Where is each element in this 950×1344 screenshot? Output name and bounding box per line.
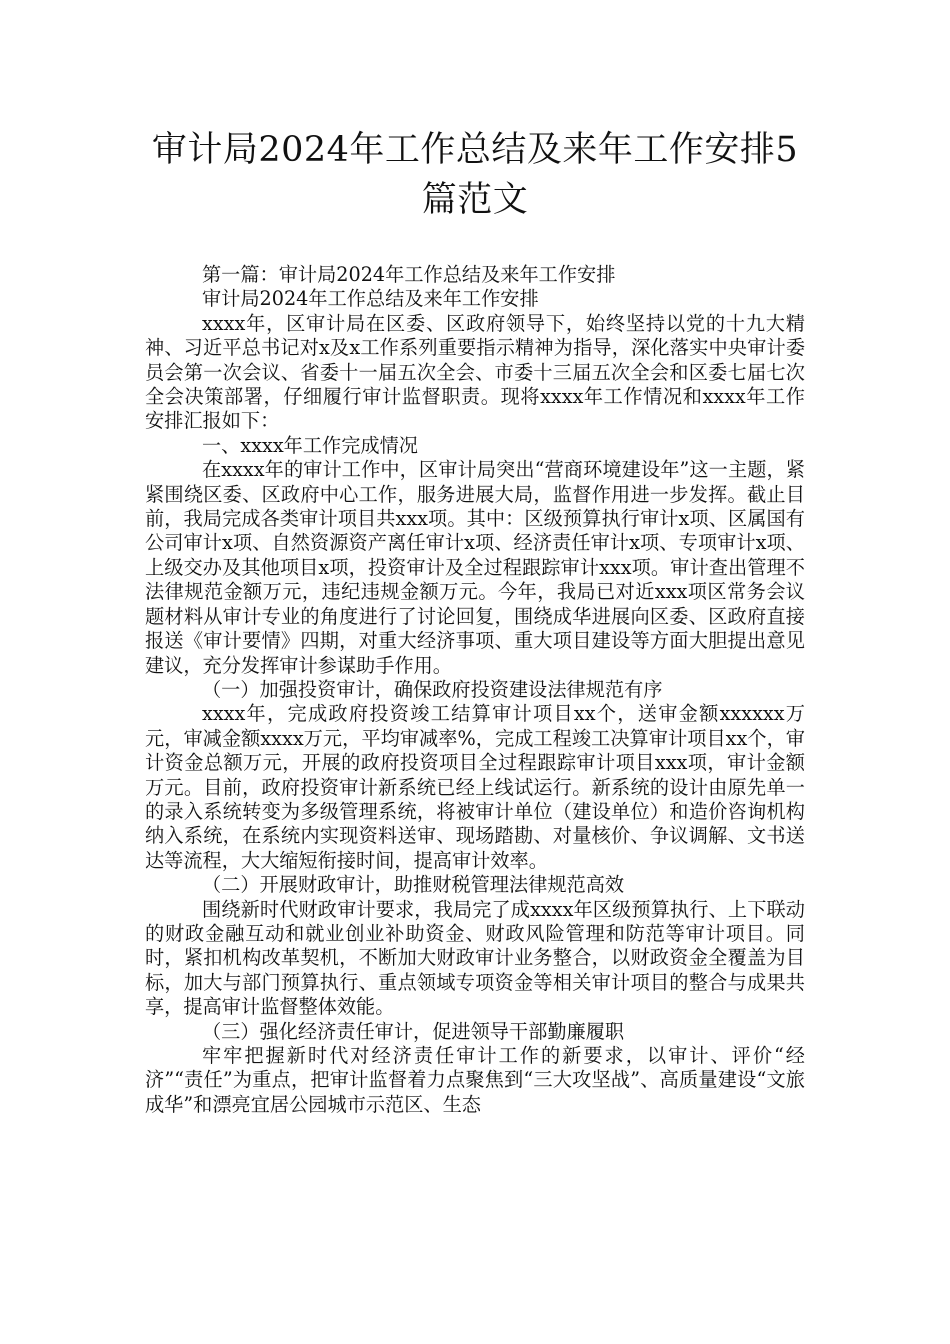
- document-page: [145, 125, 805, 1117]
- paragraph-fiscal-audit: 围绕新时代财政审计要求，我局完了成xxxx年区级预算执行、上下联动的财政金融互动和就业创业补助资金、财政风险管理和防范等审计项目。同时，紧扣机构改革契机，不断加大财政审计业务整合，以财政资金全覆盖为目标，加大与部门预算执行、重点领域专项资金等相关审计项目的整合与成果共享，提高审计监督整体效能。: [145, 897, 805, 1019]
- paragraph-responsibility-audit: 牢牢把握新时代对经济责任审计工作的新要求，以审计、评价“经济”“责任”为重点，把审计监督着力点聚焦到“三大攻坚战”、高质量建设“文旅成华”和漂亮宜居公园城市示范区、生态: [145, 1044, 805, 1116]
- paragraph-investment-audit: xxxx年，完成政府投资竣工结算审计项目xx个，送审金额xxxxxx万元，审减金额xxxx万元，平均审减率%，完成工程竣工决算审计项目xx个，审计资金总额万元，开展的政府投资项目全过程跟踪审计项目xxx项，审计金额万元。目前，政府投资审计新系统已经上线试运行。新系统的设计由原先单一的录入系统转变为多级管理系统，将被审计单位（建设单位）和造价咨询机构纳入系统，在系统内实现资料送审、现场踏勘、对量核价、争议调解、文书送达等流程，大大缩短衔接时间，提高审计效率。: [145, 702, 805, 872]
- subheading-investment-audit: （一）加强投资审计，确保政府投资建设法律规范有序: [202, 677, 663, 701]
- paragraph-overview: 在xxxx年的审计工作中，区审计局突出“营商环境建设年”这一主题，紧紧围绕区委、区政府中心工作，服务进展大局，监督作用进一步发挥。截止目前，我局完成各类审计项目共xxx项。其中：区级预算执行审计x项、区属国有公司审计x项、自然资源资产离任审计x项、经济责任审计x项、专项审计x项、上级交办及其他项目x项，投资审计及全过程跟踪审计xxx项。审计查出管理不法律规范金额万元，违纪违规金额万元。今年，我局已对近xxx项区常务会议题材料从审计专业的角度进行了讨论回复，围绕成华进展向区委、区政府直接报送《审计要情》四期，对重大经济事项、重大项目建设等方面大胆提出意见建议，充分发挥审计参谋助手作用。: [145, 458, 805, 677]
- subheading-fiscal-audit: （二）开展财政审计，助推财税管理法律规范高效: [202, 873, 625, 897]
- intro-paragraph: xxxx年，区审计局在区委、区政府领导下，始终坚持以党的十九大精神、习近平总书记对x及x工作系列重要指示精神为指导，深化落实中央审计委员会第一次会议、省委十一届五次全会、市委十三届五次全会和区委七届七次全会决策部署，仔细履行审计监督职责。现将xxxx年工作情况和xxxx年工作安排汇报如下：: [145, 311, 805, 433]
- title-line-1: 审计局2024年工作总结及来年工作安排5: [151, 130, 799, 170]
- heading-work-completion: 一、xxxx年工作完成情况: [202, 433, 418, 457]
- document-body: [145, 263, 805, 1117]
- title-line-2: 篇范文: [421, 180, 529, 220]
- section-heading-part-one: 第一篇：审计局2024年工作总结及来年工作安排: [202, 263, 616, 286]
- article-title: 审计局2024年工作总结及来年工作安排: [202, 287, 539, 311]
- document-title: [145, 125, 805, 225]
- subheading-responsibility-audit: （三）强化经济责任审计，促进领导干部勤廉履职: [202, 1019, 625, 1043]
